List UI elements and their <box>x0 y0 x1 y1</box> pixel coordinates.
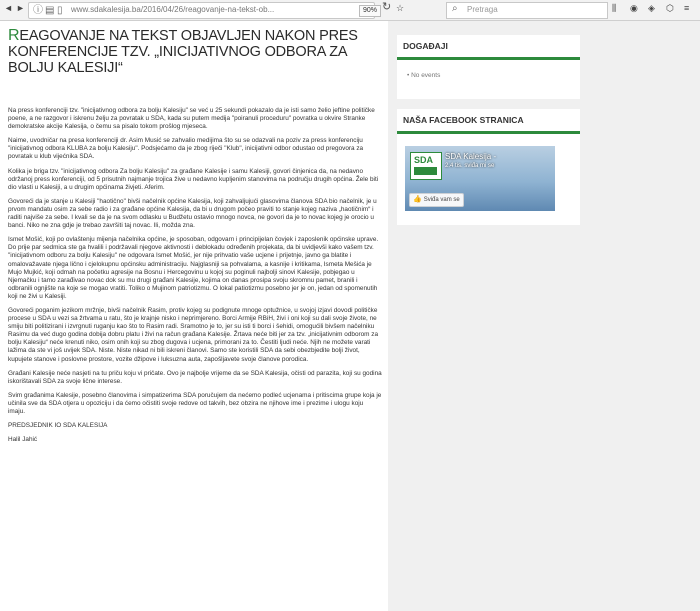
search-placeholder: Pretraga <box>467 5 498 14</box>
facebook-like-button[interactable] <box>409 193 464 207</box>
title-first-letter: R <box>8 27 20 44</box>
article-paragraph: Naime, uvodničar na presa konferenciji dr. Asim Musić se zahvalio medijima što su se odazvali na poziv za press konferenciju "inicijativnog odbora KLUBA za bolju Kalesiju". Podsjećamo da je zbog riječi "Klub", inicijativni odbor odustao od pregovora za povratak u klub vijećnika SDA. <box>8 137 364 161</box>
sidebar <box>397 35 580 235</box>
zoom-indicator[interactable]: 90% <box>359 5 381 17</box>
url-text[interactable]: www.sdakalesija.ba/2016/04/26/reagovanje-na-tekst-ob... <box>71 5 275 14</box>
events-widget <box>397 35 580 99</box>
sda-logo <box>410 152 442 180</box>
article-panel <box>0 21 388 611</box>
thumbs-up-icon: 👍 <box>413 196 422 203</box>
title-text: EAGOVANJE NA TEKST OBJAVLJEN NAKON PRES KONFERENCIJE TZV. „INICIJATIVNOG ODBORA ZA BOLJU KALESIJI“ <box>8 28 358 76</box>
article-paragraph: Govoreći poganim jezikom mržnje, bivši načelnik Rasim, protiv kojeg su podignute mnoge optužnice, u svojoj izjavi dovodi političke procese u SDA u vezi sa žrtvama u ratu, što je krajnje nisko i neprimjereno. Borci Armije RBiH, živi i oni koji su dali svoje živote, ne smiju biti politizirani i izvrgnuti ruganju kao što to Rasim radi. Sramotno je to, jer su isti ti borci i šehidi, omogućili bivšem načelniku Rasimu da već dugo godina dobija dobru platu i živi na račun građana Kalesije. Žrtava neće biti jer za tzv. „inicijativnim odborom za bolju Kalesiju“ neće krenuti niko, osim onih koji su zbog dugova i ucjena, primorani za to. Čestiti ljudi neće. Njih ne možete varati lažima da ste vi još uvijek SDA. Niste. Niste nikad ni bili iskreni članovi. Samo ste koristili SDA da sebi obezbjedite bolji život, kupujete stanove i poslovne prostore, vozite džipove i luksuzna auta, zapošljavete svoje članove porodica. <box>8 306 379 363</box>
extension-icon[interactable]: ⬡ <box>666 3 674 13</box>
events-empty: • No events <box>407 72 441 79</box>
reload-icon[interactable]: ↻ <box>382 1 392 13</box>
facebook-widget <box>397 109 580 225</box>
article-paragraph: Kolika je briga tzv. "inicijativnog odbora Za bolju Kalesiju" za građane Kalesije i samu Kalesiji, govori činjenica da, na nedavno održanoj press konferenciji, od 5 prisutnih najmanje trojica žive u nedavno kupljenim stanovima na području drugih općina. Žele biti dio vlasti u Kalesiji, a u drugim općinama živjeti. Aferim. <box>8 167 379 191</box>
article-paragraph: Govoreći da je stanje u Kalesiji "haotično" bivši načelnik općine Kalesija, koji zahvaljujući glasovima članova SDA bio načelnik, je u prvom mandatu osim za sebe radio i za građane općine Kalesija, da bi u drugom počeo praviti to stanje kojeg naziva „haotičnim“ i raditi najviše za sebe. I kvali se da je na svom odlasku u Budžetu ostavio mnogo novca, ne govori da je to novac kojeg je orocio u banci. Niko ne zna gdje je trebao završiti taj novac. Ili, možda zna. <box>8 197 377 230</box>
facebook-title: NAŠA FACEBOOK STRANICA <box>397 109 580 134</box>
facebook-page-plugin[interactable] <box>405 146 555 211</box>
search-box[interactable] <box>446 2 608 19</box>
like-button-label: Sviđa vam se <box>423 197 460 203</box>
search-icon: ⌕ <box>452 3 458 14</box>
addon-icon[interactable]: ◉ <box>630 3 638 13</box>
bookmark-icon[interactable]: ☆ <box>396 3 405 13</box>
facebook-page-likes: 2.4 tis. sviđa mi se <box>445 163 495 169</box>
sda-logo-text: SDA <box>414 155 434 165</box>
signature-name: Halil Jahić <box>8 436 38 444</box>
article-body <box>8 107 382 450</box>
signature-title: PREDSJEDNIK IO SDA KALESIJA <box>8 422 108 430</box>
page-icon: ▯ <box>57 5 63 16</box>
back-icon[interactable]: ◄ <box>4 3 13 13</box>
article-paragraph: Na press konferenciji tzv. "inicijativnog odbora za bolju Kalesiju" se već u 25 sekundi pokazalo da je isti samo želio jeftine političke poene, a ne razgovor i iskrenu želju za povratak u SDA, kada su putem medija "poiranuli proceduru" povratka u okvire Stranke demokratske akcije Kalesija, o čemu sa pisalo tokom prošlog mjeseca. <box>8 107 375 131</box>
article-paragraph: Građani Kalesije neće nasjeti na tu priču koju vi pričate. Ovo je najbolje vrijeme da se SDA Kalesija, očisti od parazita, koji su godina iskorištavali SDA za svoje lične interese. <box>8 369 382 385</box>
facebook-page-name[interactable]: SDA Kalesija - <box>445 152 497 161</box>
events-title: DOGAĐAJI <box>397 35 580 60</box>
facebook-area <box>397 134 580 225</box>
library-icon[interactable]: ⫼ <box>612 3 617 13</box>
reader-icon[interactable]: ▤ <box>45 5 55 16</box>
article-title <box>8 28 383 76</box>
forward-icon[interactable]: ► <box>16 3 25 13</box>
page-body <box>0 21 700 611</box>
shield-icon[interactable]: ◈ <box>648 3 655 13</box>
address-bar[interactable] <box>28 2 375 19</box>
browser-toolbar <box>0 0 700 21</box>
info-icon[interactable]: ⓘ <box>33 5 43 16</box>
article-paragraph: Svim građanima Kalesije, posebno članovima i simpatizerima SDA poručujem da nećemo podleć ucjenama i pritiscima grupe koja je učinila sve da SDA otjera u opoziciju i da ćemo očistiti svoje redove od takvih, bez obzira ne njihove ime i prezime i ulogu koju imaju. <box>8 391 382 415</box>
article-paragraph: Ismet Mošić, koji po ovlaštenju mijenja načelnika općine, je sposoban, odgovarn i principijelan čovjek i zaposlenik općinske uprave. Do prije par sedmica ste ga hvalili i podržavali njegove aktivnosti i deblokadu određenih projekata, da bi uvidjevši kako vašem tzv. "inicijativnom odboru za bolju Kalesiju" ne odgovara Ismet Mošić, jer nije prihvatio vaše ucjene i prijetnje, javno ga blatite i omalovažavate njega lično i cjelokupnu općinsku administraciju. Najglasniji sa pohvalama, a kasnije i kritikama, Ismeta Mešića je Mujo Mujkić, koji odmah na početku agresije na Bosnu i Hercegovinu u kojoj su poginuli najbolji sinovi Kalesije, pobjegao u Njemačku i tamo zarađivao novac dok su mu drugi građani Kalesije, kojima on danas prosipa svoju skromnu pamet, branili i odbranili ognjište na koje se mogao vratiti. Toliko o Mujinom patriotizmu. O lokal patiotizmu posebno jer je on, jedan od spomenutih koji ne živi u Kalesiji. <box>8 236 379 300</box>
menu-icon[interactable]: ≡ <box>684 3 690 13</box>
